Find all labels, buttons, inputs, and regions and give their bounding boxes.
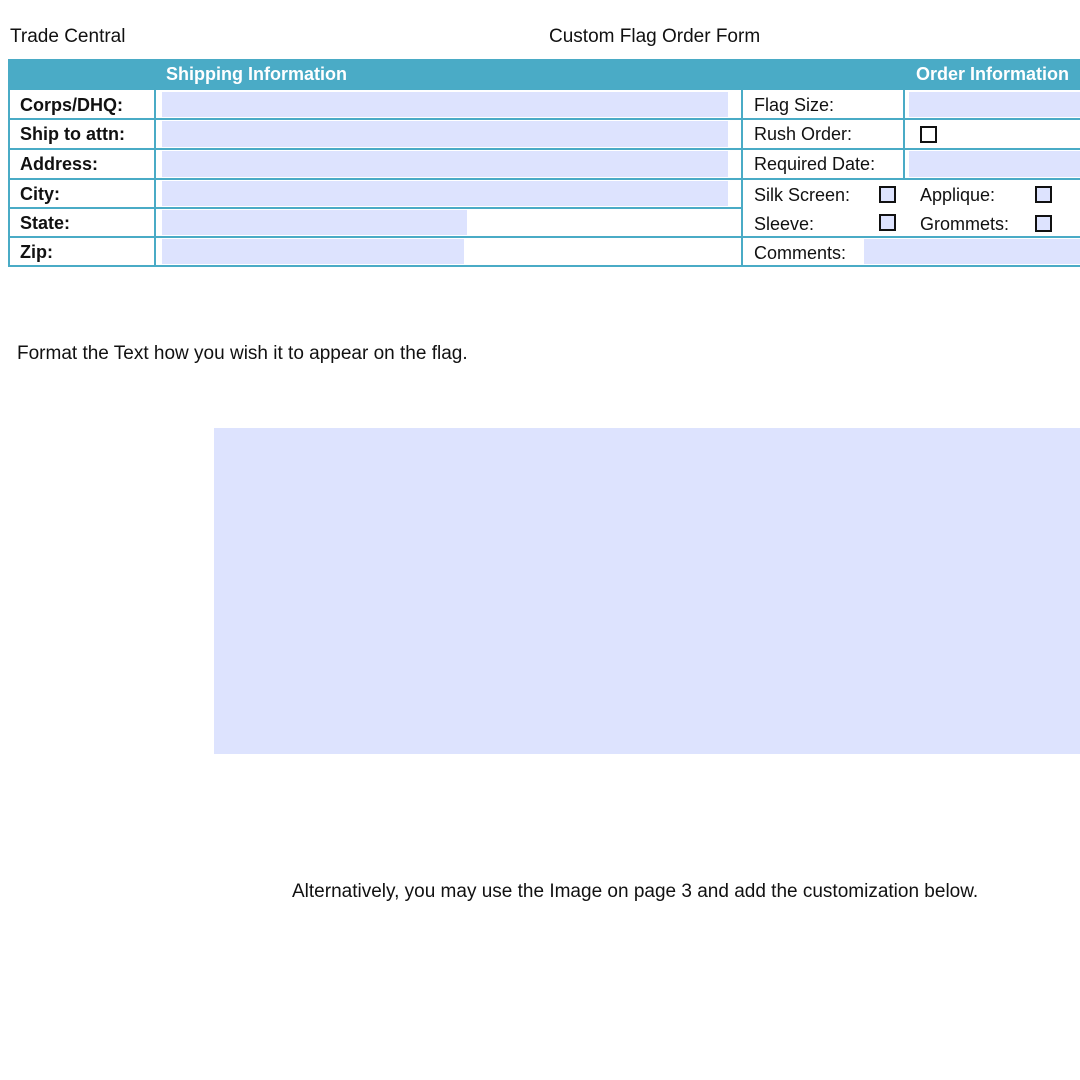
address-label: Address:: [20, 154, 99, 174]
sleeve-label: Sleeve:: [754, 214, 815, 234]
required-date-label: Required Date:: [754, 154, 876, 174]
order-section-title: Order Information: [916, 64, 1070, 84]
applique-label: Applique:: [920, 185, 996, 205]
row-divider: [8, 148, 1080, 150]
silk-screen-label: Silk Screen:: [754, 185, 851, 205]
corps-field[interactable]: [162, 92, 728, 117]
rush-order-label: Rush Order:: [754, 124, 853, 144]
city-field[interactable]: [162, 181, 728, 206]
state-label: State:: [20, 213, 71, 233]
sleeve-checkbox[interactable]: [879, 214, 896, 231]
shipping-section-title: Shipping Information: [166, 64, 347, 84]
silk-screen-checkbox[interactable]: [879, 186, 896, 203]
comments-field[interactable]: [864, 239, 1080, 264]
attn-field[interactable]: [162, 121, 728, 147]
row-divider: [8, 118, 1080, 120]
flag-size-field[interactable]: [909, 92, 1080, 117]
corps-label: Corps/DHQ:: [20, 95, 123, 115]
format-instructions: Format the Text how you wish it to appear on the flag.: [17, 343, 468, 364]
form-title: Custom Flag Order Form: [549, 26, 761, 47]
rush-order-checkbox[interactable]: [920, 126, 937, 143]
address-field[interactable]: [162, 151, 728, 177]
required-date-field[interactable]: [909, 151, 1080, 177]
flag-text-area[interactable]: [214, 428, 1080, 754]
state-field[interactable]: [162, 210, 467, 235]
company-name: Trade Central: [10, 26, 126, 47]
row-divider: [8, 236, 1080, 238]
zip-label: Zip:: [20, 242, 53, 262]
applique-checkbox[interactable]: [1035, 186, 1052, 203]
table-border-bottom: [8, 265, 1080, 267]
grommets-checkbox[interactable]: [1035, 215, 1052, 232]
table-border-order-divider: [903, 90, 905, 179]
row-divider: [8, 207, 743, 209]
city-label: City:: [20, 184, 60, 204]
row-divider: [8, 178, 1080, 180]
zip-field[interactable]: [162, 239, 464, 264]
attn-label: Ship to attn:: [20, 124, 125, 144]
comments-label: Comments:: [754, 243, 847, 263]
flag-size-label: Flag Size:: [754, 95, 835, 115]
grommets-label: Grommets:: [920, 214, 1010, 234]
alternative-instructions: Alternatively, you may use the Image on page 3 and add the customization below.: [292, 881, 979, 902]
